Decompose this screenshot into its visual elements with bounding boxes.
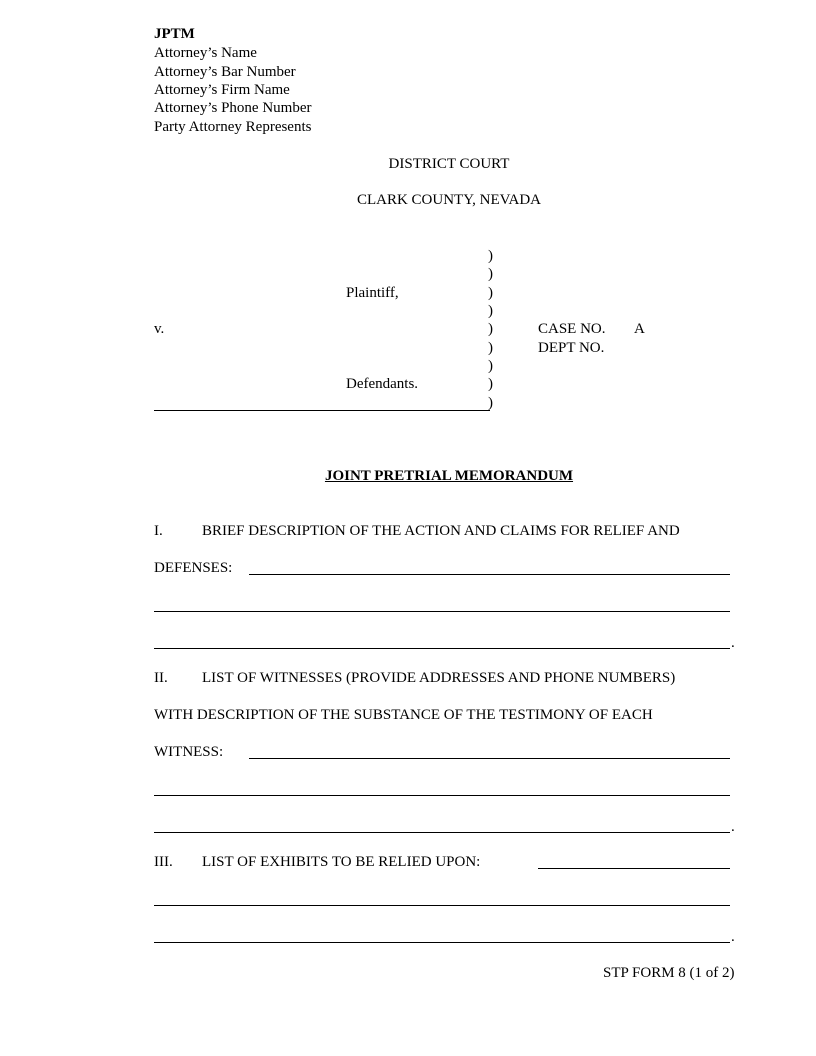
section-2-fill-line[interactable] xyxy=(154,832,730,833)
case-no-label: CASE NO. xyxy=(538,321,606,337)
caption-paren: ) xyxy=(488,285,493,301)
section-1-fill-line[interactable] xyxy=(249,574,730,575)
form-footer: STP FORM 8 (1 of 2) xyxy=(603,965,735,981)
section-1-fill-line[interactable] xyxy=(154,611,730,612)
attorney-firm-name: Attorney’s Firm Name xyxy=(154,82,290,98)
section-2-heading-cont: WITH DESCRIPTION OF THE SUBSTANCE OF THE TESTIMONY OF EACH xyxy=(154,707,653,723)
section-2-period: . xyxy=(731,819,735,835)
section-3-period: . xyxy=(731,929,735,945)
caption-paren: ) xyxy=(488,321,493,337)
section-1-period: . xyxy=(731,635,735,651)
caption-paren: ) xyxy=(488,358,493,374)
section-2-heading-cont: WITNESS: xyxy=(154,744,224,760)
caption-paren: ) xyxy=(488,340,493,356)
attorney-name: Attorney’s Name xyxy=(154,45,257,61)
section-1-fill-line[interactable] xyxy=(154,648,730,649)
section-3-fill-line[interactable] xyxy=(154,905,730,906)
caption-paren: ) xyxy=(488,395,493,411)
section-1-heading-cont: DEFENSES: xyxy=(154,560,233,576)
section-3-number: III. xyxy=(154,854,173,870)
case-no-value: A xyxy=(634,321,645,337)
section-2-fill-line[interactable] xyxy=(154,795,730,796)
caption-paren: ) xyxy=(488,266,493,282)
plaintiff-label: Plaintiff, xyxy=(346,285,399,301)
section-1-number: I. xyxy=(154,523,163,539)
caption-paren: ) xyxy=(488,303,493,319)
section-1-heading: BRIEF DESCRIPTION OF THE ACTION AND CLAIMS FOR RELIEF AND xyxy=(202,523,680,539)
document-title: JOINT PRETRIAL MEMORANDUM xyxy=(324,468,574,484)
form-code: JPTM xyxy=(154,26,195,42)
defendants-label: Defendants. xyxy=(346,376,419,392)
section-2-number: II. xyxy=(154,670,168,686)
dept-no-label: DEPT NO. xyxy=(538,340,605,356)
court-county: CLARK COUNTY, NEVADA xyxy=(356,192,542,208)
section-2-fill-line[interactable] xyxy=(249,758,730,759)
caption-bottom-rule xyxy=(154,410,490,411)
section-2-heading: LIST OF WITNESSES (PROVIDE ADDRESSES AND PHONE NUMBERS) xyxy=(202,670,676,686)
court-name: DISTRICT COURT xyxy=(388,156,510,172)
caption-paren: ) xyxy=(488,248,493,264)
section-3-fill-line[interactable] xyxy=(154,942,730,943)
versus-label: v. xyxy=(154,321,165,337)
attorney-bar-number: Attorney’s Bar Number xyxy=(154,64,296,80)
party-attorney-represents: Party Attorney Represents xyxy=(154,119,312,135)
attorney-phone-number: Attorney’s Phone Number xyxy=(154,100,312,116)
section-3-heading: LIST OF EXHIBITS TO BE RELIED UPON: xyxy=(202,854,481,870)
section-3-fill-line[interactable] xyxy=(538,868,730,869)
caption-paren: ) xyxy=(488,376,493,392)
